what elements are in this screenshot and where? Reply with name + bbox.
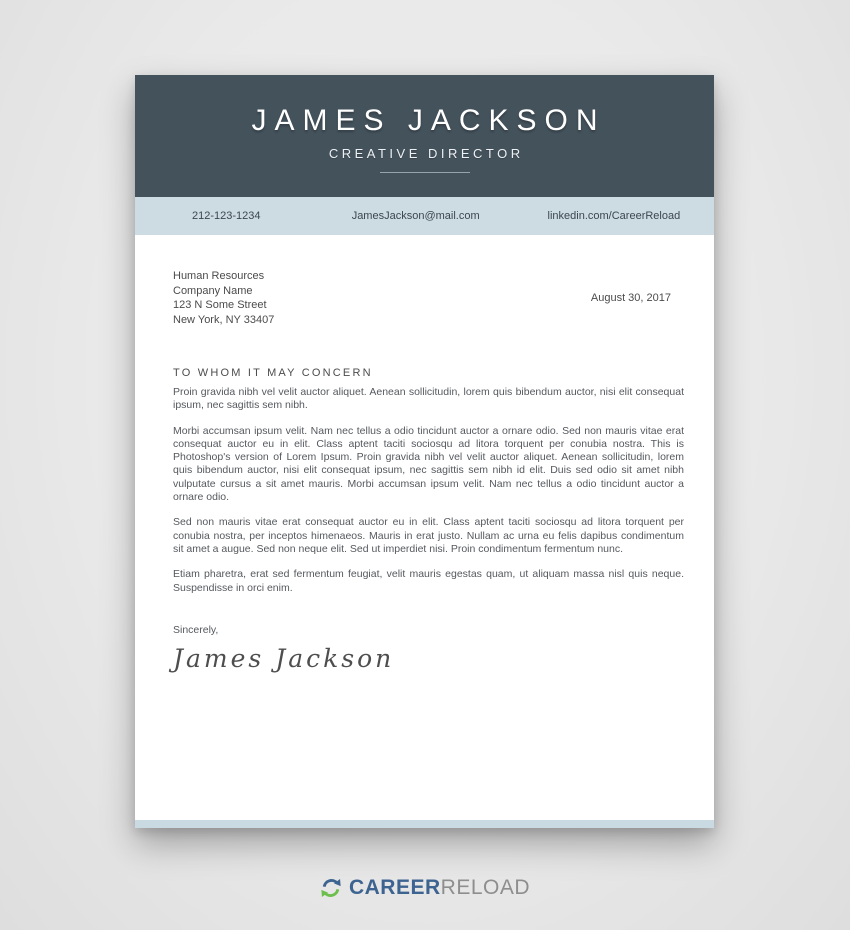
- signature: James Jackson: [173, 643, 395, 673]
- closing: Sincerely,: [173, 623, 219, 636]
- job-title: CREATIVE DIRECTOR: [328, 146, 524, 161]
- letter-body: [135, 269, 714, 673]
- phone-number: 212-123-1234: [192, 210, 261, 222]
- bottom-accent-bar: [135, 820, 714, 828]
- body-paragraph-4: Etiam pharetra, erat sed fermentum feugiat, velit mauris egestas quam, ut aliquam massa nisl quis neque. Suspendisse in orci enim.: [173, 568, 684, 594]
- cover-letter-page: [135, 75, 714, 828]
- body-paragraph-2: Morbi accumsan ipsum velit. Nam nec tellus a odio tincidunt auctor a ornare odio. Sed non mauris vitae erat consequat auctor eu in elit. Class aptent taciti sociosqu ad litora torquent per conubia nostra. This is Photoshop's version of Lorem Ipsum. Proin gravida nibh vel velit auctor aliquet. Aenean sollicitudin, lorem quis bibendum auctor, nisi elit consequat ipsum, nec sagittis sem nibh id elit. Duis sed odio sit amet nibh vulputate cursus a sit amet mauris. Morbi accumsan ipsum velit. Nam nec tellus a odio tincidunt auctor a ornare odio.: [173, 424, 684, 504]
- brand-text-reload: RELOAD: [440, 876, 531, 899]
- recipient-line: Company Name: [173, 284, 253, 297]
- letter-date: August 30, 2017: [590, 292, 671, 304]
- email-address: JamesJackson@mail.com: [351, 210, 480, 222]
- salutation: TO WHOM IT MAY CONCERN: [173, 367, 373, 379]
- brand-wordmark: [349, 876, 530, 900]
- reload-icon: [320, 877, 342, 899]
- address-date-row: [173, 269, 684, 327]
- recipient-line: 123 N Some Street: [173, 299, 267, 311]
- recipient-address: [173, 269, 274, 327]
- brand-text-career: CAREER: [348, 876, 441, 899]
- linkedin-url: linkedin.com/CareerReload: [547, 210, 681, 222]
- title-underline-rule: [380, 172, 470, 173]
- contact-bar: [135, 197, 714, 235]
- letter-header: [135, 75, 714, 197]
- person-name: JAMES JACKSON: [251, 104, 606, 137]
- body-paragraph-3: Sed non mauris vitae erat consequat auctor eu in elit. Class aptent taciti sociosqu ad litora torquent per conubia nostra, per inceptos himenaeos. Mauris in erat justo. Nullam ac urna eu felis dapibus condimentum sit amet a augue. Sed non neque elit. Sed ut imperdiet nisi. Proin condimentum fermentum nunc.: [173, 516, 684, 555]
- brand-logo[interactable]: [0, 876, 850, 900]
- body-paragraph-1: Proin gravida nibh vel velit auctor aliquet. Aenean sollicitudin, lorem quis bibendum auctor, nisi elit consequat ipsum, nec sagittis sem nibh.: [173, 386, 684, 412]
- recipient-line: Human Resources: [173, 270, 265, 282]
- recipient-line: New York, NY 33407: [173, 313, 275, 326]
